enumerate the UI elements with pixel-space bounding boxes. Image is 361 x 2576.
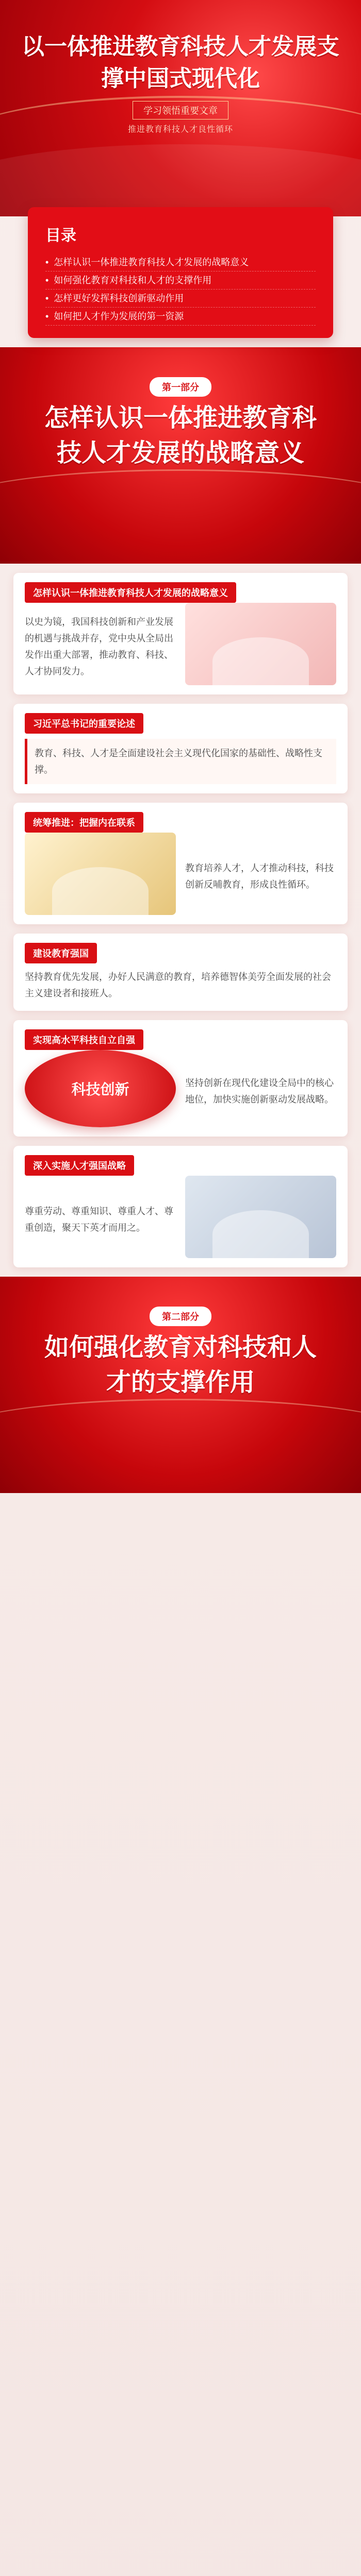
decorative-image bbox=[25, 833, 176, 915]
part1-title: 怎样认识一体推进教育科技人才发展的战略意义 bbox=[44, 404, 317, 467]
decorative-image bbox=[185, 603, 336, 685]
card-two-column bbox=[25, 1050, 336, 1127]
part1-badge: 第一部分 bbox=[150, 377, 211, 397]
card-tag: 深入实施人才强国战略 bbox=[25, 1155, 134, 1176]
hero-banner bbox=[0, 0, 361, 216]
card-two-column bbox=[25, 1176, 336, 1258]
toc-item[interactable] bbox=[45, 253, 316, 272]
content-card bbox=[13, 803, 348, 924]
content-card bbox=[13, 1020, 348, 1137]
content-card bbox=[13, 573, 348, 694]
part2-banner bbox=[0, 1277, 361, 1493]
card-tag: 习近平总书记的重要论述 bbox=[25, 713, 143, 734]
hero-tagline: 推进教育科技人才良性循环 bbox=[127, 125, 233, 134]
toc-bullet-icon: • bbox=[45, 275, 49, 285]
card-text: 坚持创新在现代化建设全局中的核心地位，加快实施创新驱动发展战略。 bbox=[185, 1078, 334, 1105]
card-text: 坚持教育优先发展，办好人民满意的教育，培养德智体美劳全面发展的社会主义建设者和接班人。 bbox=[25, 972, 331, 998]
decorative-image bbox=[185, 1176, 336, 1258]
toc-bullet-icon: • bbox=[45, 257, 49, 267]
toc-label: 怎样更好发挥科技创新驱动作用 bbox=[54, 293, 184, 303]
hero-subtitle: 学习领悟重要文章 bbox=[133, 101, 228, 120]
toc-item[interactable] bbox=[45, 272, 316, 290]
hero-subtitle-wrap bbox=[0, 101, 361, 120]
toc-item[interactable] bbox=[45, 308, 316, 326]
card-tag: 统筹推进：把握内在联系 bbox=[25, 812, 143, 833]
content-card bbox=[13, 1146, 348, 1267]
card-text: 教育培养人才，人才推动科技，科技创新反哺教育，形成良性循环。 bbox=[185, 863, 334, 890]
card-quote: 教育、科技、人才是全面建设社会主义现代化国家的基础性、战略性支撑。 bbox=[25, 739, 336, 784]
part2-title: 如何强化教育对科技和人才的支撑作用 bbox=[44, 1334, 317, 1396]
card-text: 以史为镜，我国科技创新和产业发展的机遇与挑战并存，党中央从全局出发作出重大部署，推动教育、科技、人才协同发力。 bbox=[25, 617, 173, 676]
card-tag: 建设教育强国 bbox=[25, 943, 97, 963]
toc-bullet-icon: • bbox=[45, 311, 49, 321]
table-of-contents bbox=[28, 207, 333, 338]
card-tag: 实现高水平科技自立自强 bbox=[25, 1029, 143, 1050]
card-text: 尊重劳动、尊重知识、尊重人才、尊重创造，聚天下英才而用之。 bbox=[25, 1206, 173, 1233]
card-two-column bbox=[25, 833, 336, 915]
toc-title: 目录 bbox=[45, 227, 76, 244]
card-tag: 怎样认识一体推进教育科技人才发展的战略意义 bbox=[25, 582, 236, 603]
content-card bbox=[13, 934, 348, 1011]
part1-banner bbox=[0, 347, 361, 564]
toc-label: 如何强化教育对科技和人才的支撑作用 bbox=[54, 275, 212, 285]
toc-label: 怎样认识一体推进教育科技人才发展的战略意义 bbox=[54, 257, 249, 267]
toc-label: 如何把人才作为发展的第一资源 bbox=[54, 311, 184, 321]
content-card bbox=[13, 704, 348, 793]
center-badge: 科技创新 bbox=[25, 1050, 176, 1127]
toc-bullet-icon: • bbox=[45, 293, 49, 303]
hero-title: 以一体推进教育科技人才发展支撑中国式现代化 bbox=[22, 34, 339, 91]
part2-badge: 第二部分 bbox=[150, 1307, 211, 1326]
card-two-column bbox=[25, 603, 336, 685]
toc-item[interactable] bbox=[45, 290, 316, 308]
